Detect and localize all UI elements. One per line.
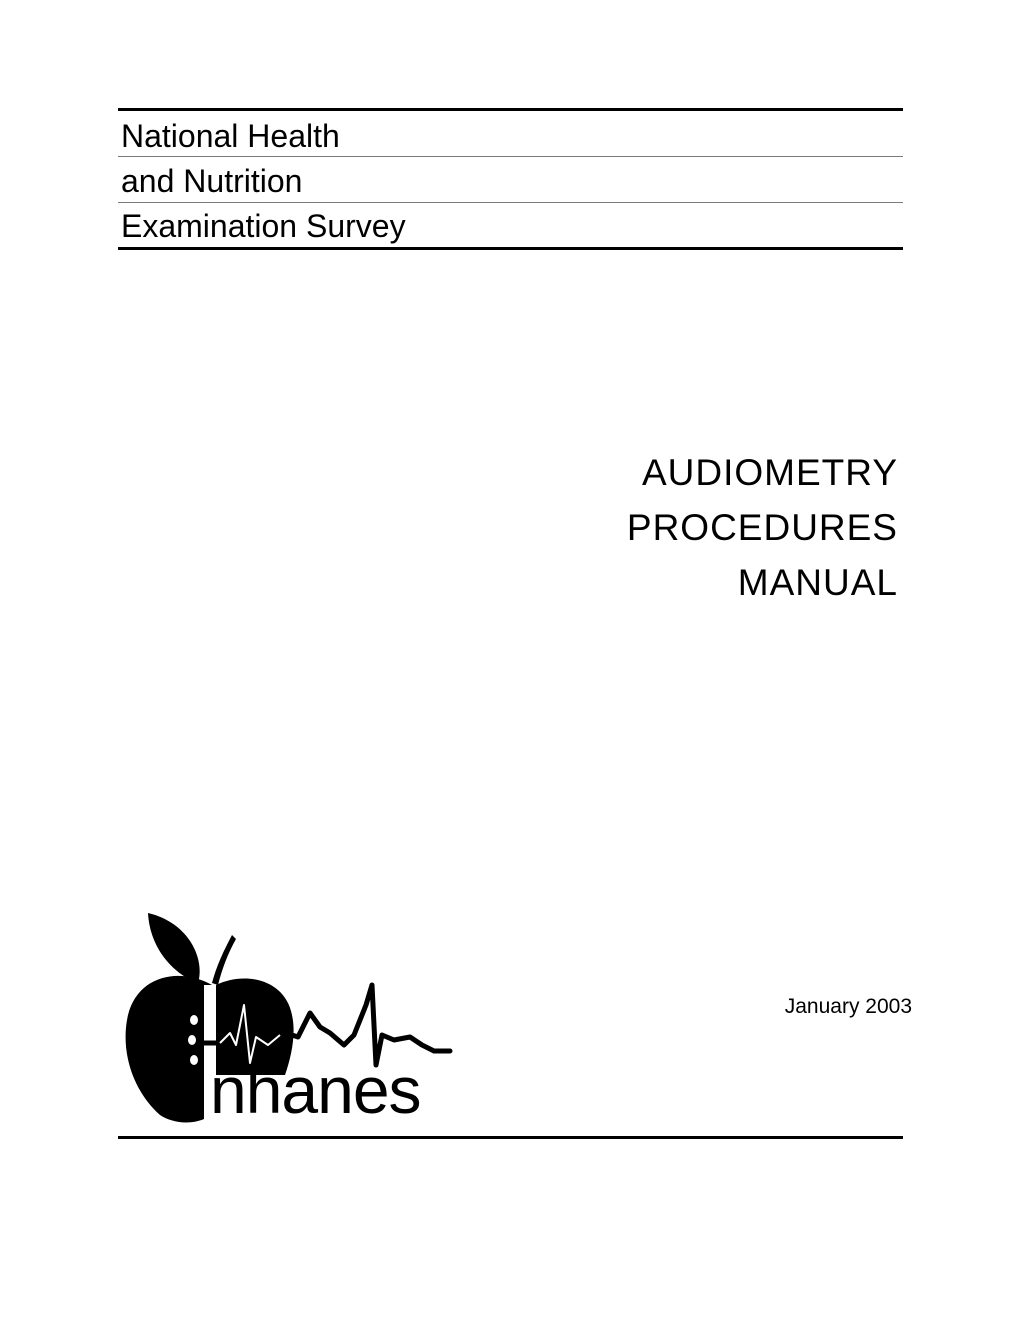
- nhanes-logo: [120, 905, 460, 1130]
- bottom-rule: [118, 1136, 903, 1139]
- top-rule: [118, 108, 903, 111]
- publication-date: January 2003: [784, 995, 912, 1018]
- header-bottom-rule: [118, 247, 903, 250]
- header-line-2: and Nutrition: [121, 163, 303, 199]
- header-divider-2: [118, 202, 903, 203]
- title-line-3: MANUAL: [737, 562, 898, 603]
- logo-text: nhanes: [210, 1053, 421, 1127]
- title-line-1: AUDIOMETRY: [641, 452, 898, 493]
- header-line-1: National Health: [121, 118, 340, 154]
- title-line-2: PROCEDURES: [626, 507, 898, 548]
- header-divider-1: [118, 156, 903, 157]
- header-line-3: Examination Survey: [121, 208, 406, 244]
